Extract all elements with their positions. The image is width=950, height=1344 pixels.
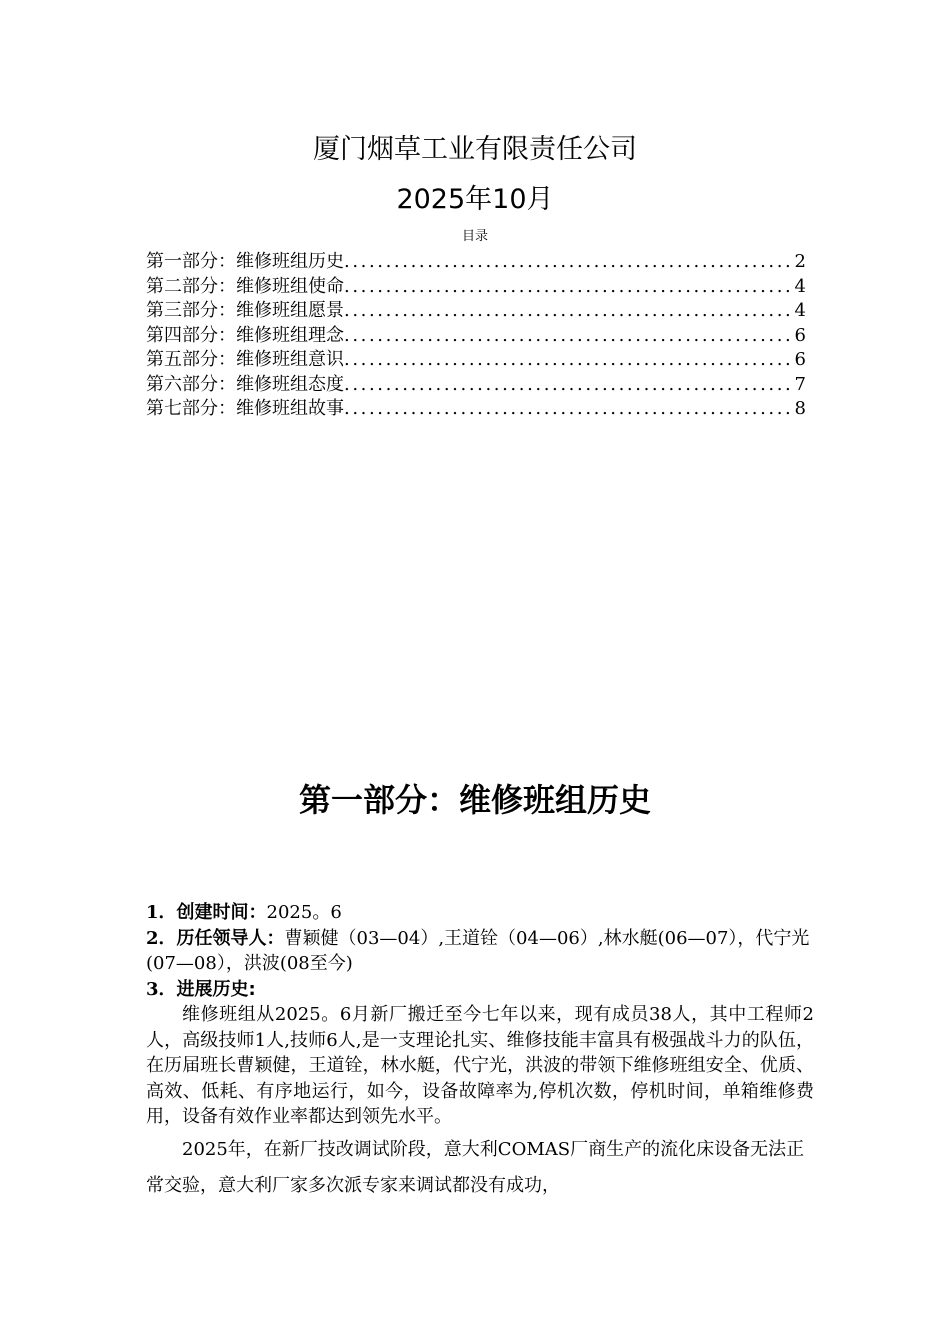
toc-entry-label: 第一部分：维修班组历史 (146, 251, 344, 272)
toc-leader-dots (344, 324, 793, 349)
toc-entry-label: 第三部分：维修班组愿景 (146, 300, 344, 321)
toc-entry-4[interactable] (146, 324, 806, 349)
toc-entry-page: 4 (794, 300, 806, 321)
toc-entry-page: 4 (794, 275, 806, 297)
toc-leader-dots (344, 348, 793, 373)
item-value: 曹颖健（03—04）,王道铨（04—06）,林水艇(06—07），代宁光(07—08），洪波(08至今) (146, 927, 810, 974)
item-value: 2025。6 (266, 902, 342, 923)
toc-entry-2[interactable] (146, 275, 806, 300)
toc-leader-dots (344, 397, 793, 422)
item-number: 1． (146, 902, 177, 923)
item-label: 历任领导人： (176, 927, 285, 949)
toc-entry-page: 6 (794, 349, 806, 370)
toc-entry-label: 第六部分：维修班组态度 (146, 373, 344, 395)
item-number: 2． (146, 927, 177, 949)
item-leaders (146, 926, 814, 977)
section-heading: 第一部分：维修班组历史 (298, 781, 651, 819)
table-of-contents (146, 250, 806, 422)
toc-entry-7[interactable] (146, 397, 806, 422)
document-date: 2025年10月 (396, 184, 554, 215)
toc-entry-page: 7 (794, 373, 806, 395)
toc-entry-3[interactable] (146, 299, 806, 324)
toc-leader-dots (344, 299, 793, 324)
toc-entry-6[interactable] (146, 373, 806, 398)
company-name: 厦门烟草工业有限责任公司 (313, 134, 637, 165)
item-number: 3． (146, 978, 177, 1000)
toc-entry-label: 第五部分：维修班组意识 (146, 349, 344, 370)
toc-entry-label: 第七部分：维修班组故事 (146, 398, 344, 419)
toc-leader-dots (344, 373, 793, 398)
body-paragraph: 2025年，在新厂技改调试阶段，意大利COMAS厂商生产的流化床设备无法正常交验，意大利厂家多次派专家来调试都没有成功， (146, 1138, 805, 1196)
item-label: 创建时间： (176, 902, 267, 923)
item-creation-time (146, 900, 814, 926)
toc-entry-5[interactable] (146, 348, 806, 373)
item-label: 进展历史: (176, 978, 256, 1000)
toc-title: 目录 (461, 229, 488, 244)
toc-entry-1[interactable] (146, 250, 806, 275)
body-paragraph: 维修班组从2025。6月新厂搬迁至今七年以来，现有成员38人，其中工程师2人，高级技师1人,技师6人,是一支理论扎实、维修技能丰富具有极强战斗力的队伍，在历届班长曹颖健，王道铨，林水艇，代宁光，洪波的带领下维修班组安全、优质、高效、低耗、有序地运行，如今，设备故障率为,停机次数，停机时间，单箱维修费用，设备有效作业率都达到领先水平。 (146, 1004, 814, 1127)
toc-entry-page: 8 (794, 398, 806, 419)
section-body (146, 900, 814, 1204)
toc-leader-dots (344, 275, 793, 300)
toc-entry-label: 第四部分：维修班组理念 (146, 324, 344, 346)
toc-entry-page: 6 (794, 324, 806, 346)
toc-entry-page: 2 (794, 251, 806, 272)
toc-leader-dots (344, 250, 793, 275)
item-history (146, 977, 814, 1003)
toc-entry-label: 第二部分：维修班组使命 (146, 275, 344, 297)
